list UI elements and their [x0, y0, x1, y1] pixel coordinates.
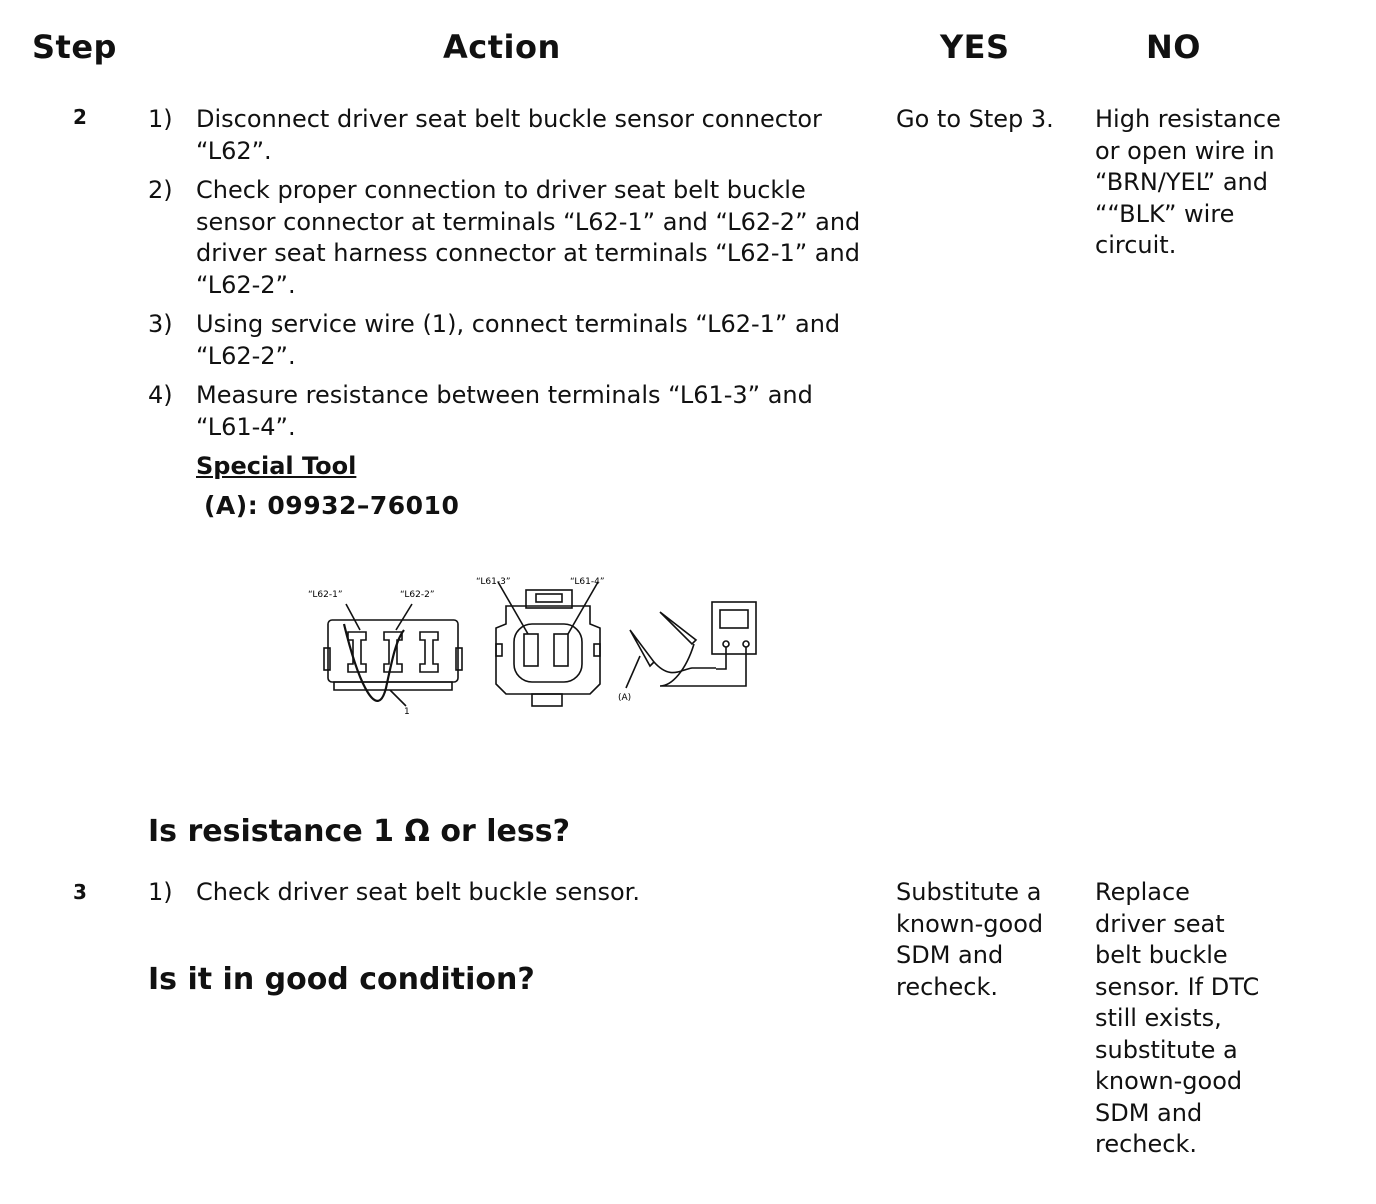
action-item [148, 309, 878, 372]
label-tool-a: (A) [618, 693, 632, 703]
yes-result: Go to Step 3. [896, 105, 1054, 133]
no-result: Replace driver seat belt buckle sensor. If DTC still exists, substitute a known-good SDM and recheck. [1095, 878, 1260, 1158]
label-l61-4: “L61-4” [570, 577, 605, 587]
action-list [148, 877, 878, 917]
action-item-text: Measure resistance between terminals “L61-3” and “L61-4”. [196, 381, 813, 441]
action-item [148, 877, 878, 909]
harness-connector-icon [496, 590, 600, 706]
label-l61-3: “L61-3” [476, 577, 511, 587]
question-text: Is resistance 1 Ω or less? [148, 814, 570, 849]
ohmmeter-icon [630, 602, 756, 686]
label-l62-1: “L62-1” [308, 590, 343, 600]
yes-result: Substitute a known-good SDM and recheck. [896, 878, 1044, 1001]
step-number: 3 [73, 880, 87, 904]
header-action: Action [443, 28, 561, 66]
action-item-text: Check driver seat belt buckle sensor. [196, 878, 640, 906]
action-item-number: 2) [148, 176, 173, 204]
no-result: High resistance or open wire in “BRN/YEL” and ““BLK” wire circuit. [1095, 105, 1281, 259]
label-l62-2: “L62-2” [400, 590, 435, 600]
label-wire: 1 [404, 707, 410, 717]
special-tool-value: (A): 09932–76010 [204, 491, 460, 520]
header-step: Step [32, 28, 117, 66]
action-item [148, 104, 878, 167]
action-item-text: Using service wire (1), connect terminals “L62-1” and “L62-2”. [196, 310, 841, 370]
action-item-number: 1) [148, 878, 173, 906]
action-item-text: Disconnect driver seat belt buckle sensor connector “L62”. [196, 105, 822, 165]
action-item-number: 4) [148, 381, 173, 409]
step-number: 2 [73, 105, 87, 129]
header-yes: YES [940, 28, 1010, 66]
action-item-number: 1) [148, 105, 173, 133]
question-text: Is it in good condition? [148, 962, 535, 997]
action-item-number: 3) [148, 310, 173, 338]
connector-diagram [300, 570, 770, 720]
action-item [148, 175, 878, 301]
special-tool-label: Special Tool [196, 452, 357, 480]
action-item-text: Check proper connection to driver seat belt buckle sensor connector at terminals “L62-1” and “L62-2” and driver seat harness connector at terminals “L62-1” and “L62-2”. [196, 176, 861, 299]
action-item [148, 380, 878, 443]
header-no: NO [1146, 28, 1201, 66]
action-list [148, 104, 878, 451]
